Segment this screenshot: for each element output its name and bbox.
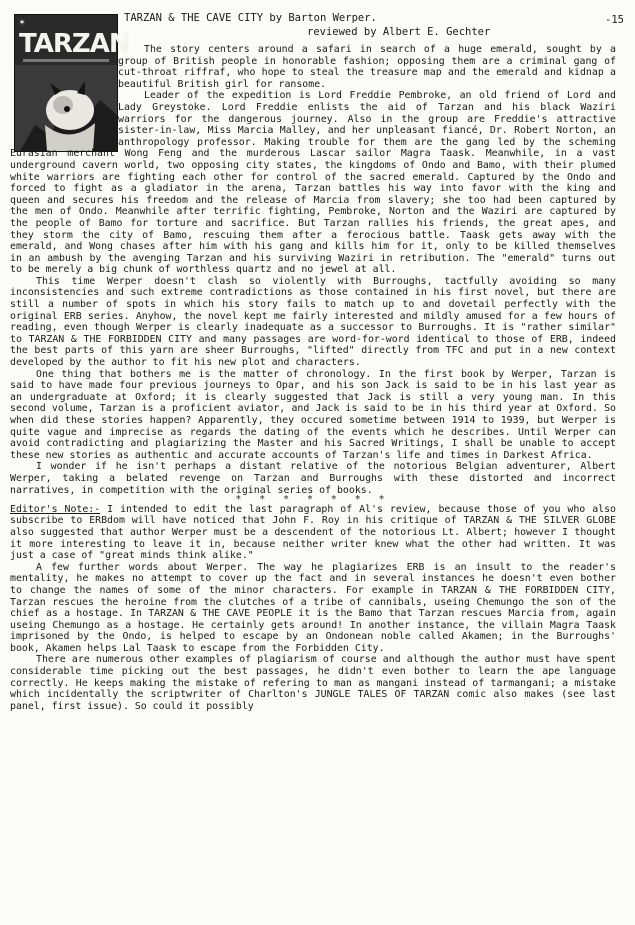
page-number: -15	[605, 14, 624, 26]
review-paragraph: One thing that bothers me is the matter of chronology. In the first book by Werper, Tarzan is said to have made four previous journeys to Opar, and his son Jack is said to be in his last year as an undergraduate at Oxford; it is clearly suggested that Jack is still a very young man. In this second volume, Tarzan is a proficient aviator, and Jack is said to be in his third year at Oxford. So when did these stories happen? Apparently, they occured sometime between 1914 to 1939, but Werper is quite vague and imprecise as regards the dating of the events which he describes. Until Werper can avoid contradicting and plagiarizing the Master and his Sacred Writings, I shall be unable to accept these new stories as authentic and accurate accounts of Tarzan's life and times in Darkest Africa.	[10, 368, 616, 461]
editor-note-label: Editor's Note:-	[10, 503, 101, 515]
review-paragraph: Leader of the expedition is Lord Freddie Pembroke, an old friend of Lord and Lady Greystoke. Lord Freddie enlists the aid of Tarzan and his black Waziri warriors for the dangerous journey. Also in the group are Freddie's attractive sister-in-law, Miss Marcia Malley, and her unpleasant fiancé, Dr. Robert Norton, an anthropology professor. Making trouble for them are the gang led by the scheming Eurasian merchant Wong Feng and the murderous Lascar sailor Magra Taask. Meanwhile, in a vast underground cavern world, two opposing city states, the kingdoms of Ondo and Bamo, with their plumed white warriors are fighting each other for control of the sacred emerald. Captured by the Ondo and forced to fight as a gladiator in the arena, Tarzan battles his way into favor with the king and queen and secures his freedom and the release of Marcia from slavery; she too had been captured by the men of Ondo. Meanwhile after terrific fighting, Pembroke, Norton and the Waziri are captured by the people of Bamo for torture and sacrifice. But Tarzan rallies his friends, the great apes, and they storm the city of Bamo, rescuing them after a ferocious battle. Taask gets away with the emerald, and Wong chases after him with his gang and kills him for it, only to be killed themselves in an ambush by the avenging Tarzan and his surviving Waziri in retribution. The "emerald" turns out to be merely a big chunk of worthless quartz and no jewel at all.	[10, 90, 616, 276]
review-header	[124, 12, 624, 40]
closing-paragraph: A few further words about Werper. The way he plagiarizes ERB is an insult to the reader's mentality, he makes no attempt to cover up the fact and in several instances he doesn't even bother to change the names of some of the minor characters. For example in TARZAN & THE FORBIDDEN CITY, Tarzan rescues the heroine from the clutches of a tribe of cannibals, useing Chemungo the son of the chief as a hostage. In TARZAN & THE CAVE PEOPLE it is the Bamo that Tarzan rescues Marcia from, again useing Chemungo as a hostage. He certainly gets around! In another instance, the villain Magra Taask imprisoned by the Ondo, is helped to escape by an Ondonean noble called Akamen; in the Burroughs' book, Akamen helps Lal Taask to escape from the Forbidden City.	[10, 561, 616, 654]
review-paragraph: This time Werper doesn't clash so violently with Burroughs, tactfully avoiding so many inconsistencies and such extreme contradictions as those contained in his first novel, but there are still a number of spots in which his story fails to match up to and dovetail perfectly with the original ERB series. Anyhow, the novel kept me fairly interested and mildly amused for a few hours of reading, even though Werper is clearly inadequate as a successor to Burroughs. It is "rather similar" to TARZAN & THE FORBIDDEN CITY and many passages are word-for-word identical to those of ERB, indeed the best parts of this yarn are sheer Burroughs, "lifted" directly from TFC and put in a new context developed by the author to fit his new plot and characters.	[10, 275, 616, 369]
reviewer-byline: reviewed by Albert E. Gechter	[307, 26, 491, 38]
section-separator: * * * * * * *	[235, 494, 391, 506]
review-title: TARZAN & THE CAVE CITY by Barton Werper.	[124, 12, 377, 24]
editor-note-text: I intended to edit the last paragraph of Al's review, because those of you who also subscribe to ERBdom will have noticed that John F. Roy in his critique of TARZAN & THE SILVER GLOBE also suggested that author Werper must be a descendent of the notorious Lt. Albert; however I thought it more interesting to leave it in, because neither writer knew what the other had written. It was just a case of "great minds think alike."	[10, 503, 616, 562]
review-body	[10, 44, 616, 712]
review-paragraph: I wonder if he isn't perhaps a distant relative of the notorious Belgian adventurer, Albert Werper, taking a belated revenge on Tarzan and Burroughs with these distorted and incorrect narratives, in competition with the original series of books.	[10, 461, 616, 496]
cover-title: TARZAN	[19, 29, 130, 59]
editor-note	[10, 504, 616, 562]
star-icon: ✶	[19, 17, 26, 28]
review-paragraph: The story centers around a safari in search of a huge emerald, sought by a group of British people in honorable fashion; opposing them are a criminal gang of cut-throat riffraf, who hope to steal the treasure map and the emerald and kidnap a beautiful British girl for ransome.	[118, 44, 616, 90]
closing-paragraph: There are numerous other examples of plagiarism of course and although the author must have spent considerable time picking out the best passages, he didn't even bother to learn the ape language correctly. He keeps making the mistake of refering to man as mangani instead of tarmangani; a mistake which incidentally the scriptwriter of Charlton's JUNGLE TALES OF TARZAN comic also makes (see last panel, first issue). So could it possibly	[10, 654, 616, 712]
